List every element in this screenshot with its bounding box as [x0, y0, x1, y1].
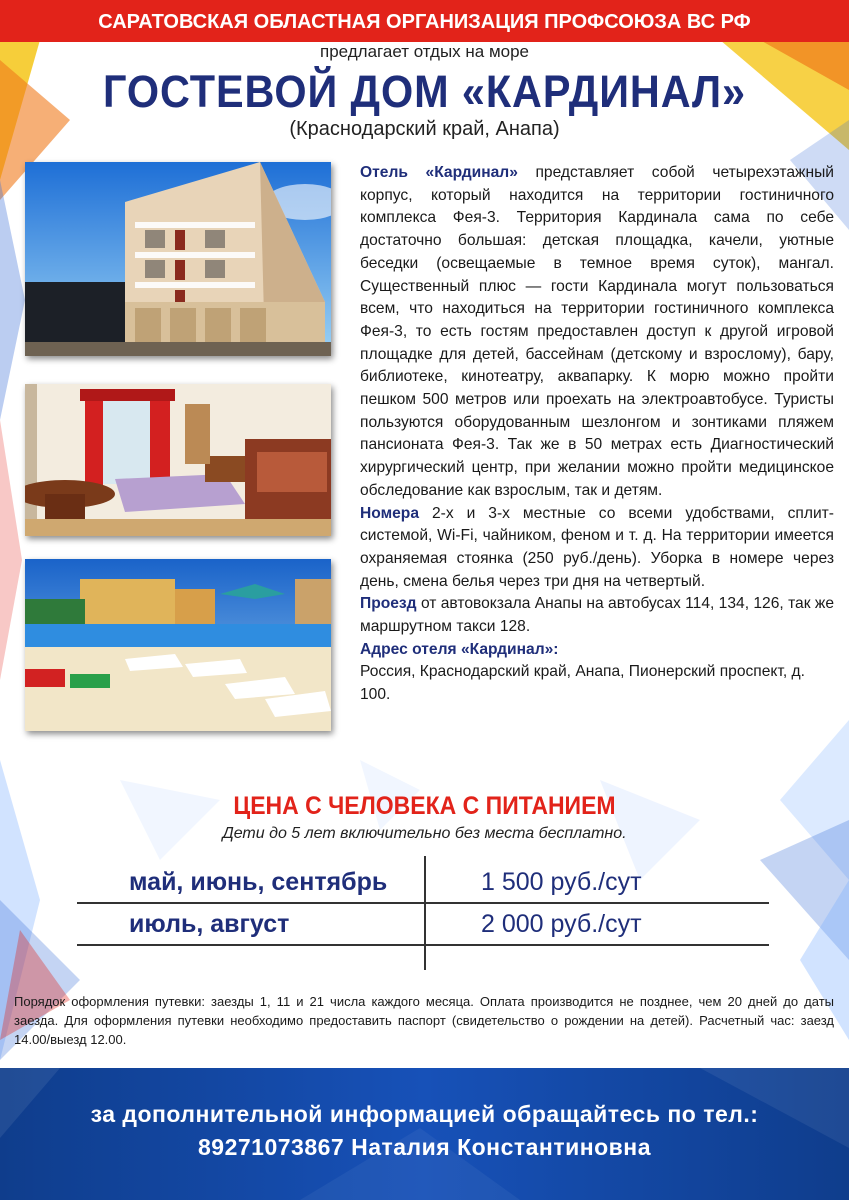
page-title: ГОСТЕВОЙ ДОМ «КАРДИНАЛ» [103, 66, 746, 117]
table-row-price: 2 000 руб./сут [481, 910, 642, 938]
route-paragraph [360, 593, 834, 638]
price-table [77, 856, 769, 970]
hotel-building-photo [25, 162, 331, 356]
address-text: Россия, Краснодарский край, Анапа, Пионерский проспект, д. 100. [360, 663, 805, 704]
rooms-paragraph [360, 503, 834, 594]
region-label: (Краснодарский край, Анапа) [289, 118, 560, 140]
hotel-room-photo [25, 384, 331, 536]
contact-phone: 89271073867 Наталия Константиновна [197, 1134, 651, 1160]
contact-info [0, 1098, 849, 1164]
address-label: Адрес отеля «Кардинал»: [360, 640, 559, 658]
contact-line: за дополнительной информацией обращайтесь по тел.: [90, 1101, 759, 1127]
hotel-description [360, 162, 834, 707]
route-text: от автовокзала Анапы на автобусах 114, 134, 126, так же маршрутном такси 128. [360, 595, 834, 636]
rooms-label: Номера [360, 504, 419, 522]
table-row-price: 1 500 руб./сут [481, 868, 642, 896]
pool-photo [25, 559, 331, 731]
offer-subtitle: предлагает отдых на море [320, 42, 529, 61]
hotel-paragraph [360, 162, 834, 503]
booking-terms: Порядок оформления путевки: заезды 1, 11 и 21 числа каждого месяца. Оплата производится не позднее, чем 20 дней до даты заезда. Для оформления путевки необходимо предоставить паспорт (свидетельство о рождении на детей). Расчетный час: заезд 14.00/выезд 12.00. [14, 994, 834, 1047]
price-note: Дети до 5 лет включительно без места бесплатно. [222, 825, 627, 842]
hotel-text: представляет собой четырехэтажный корпус, который находится на территории гостиничного комплекса Фея-3. Территория Кардинала сама по себе достаточно большая: детская площадка, качели, уютные беседки (освещаемые в темное время суток), мангал. Существенный плюс — гости Кардинала могут пользоваться всем, что находиться на территории гостиничного комплекса Фея-3, то есть гостям предоставлен доступ к другой игровой площадке для детей, бассейнам (детскому и взрослому), бару, библиотеке, кинотеатру, аквапарку. К морю можно пройти пешком 500 метров или проехать на электроавтобусе. Туристы пользуются оборудованным шезлонгом и зонтиками пляжем пансионата Фея-3. Так же в 50 метрах есть Диагностический хирургический центр, при желании можно пройти медицинское обследование как взрослым, так и детям. [360, 164, 834, 499]
table-divider-row [77, 902, 769, 904]
table-divider-bottom [77, 944, 769, 946]
table-row-season: май, июнь, сентябрь [129, 868, 388, 896]
hotel-label: Отель «Кардинал» [360, 164, 518, 181]
route-label: Проезд [360, 595, 417, 613]
price-title: ЦЕНА С ЧЕЛОВЕКА С ПИТАНИЕМ [233, 792, 616, 820]
table-divider-vertical [424, 856, 426, 970]
table-row-season: июль, август [129, 910, 290, 938]
organization-banner: САРАТОВСКАЯ ОБЛАСТНАЯ ОРГАНИЗАЦИЯ ПРОФСОЮЗА ВС РФ [0, 0, 849, 42]
rooms-text: 2-х и 3-х местные со всеми удобствами, сплит-системой, Wi-Fi, чайником, феном и т. д. На территории имеется охраняемая стоянка (250 руб./день). Уборка в номере через день, смена белья через три дня на четвертый. [360, 504, 834, 590]
